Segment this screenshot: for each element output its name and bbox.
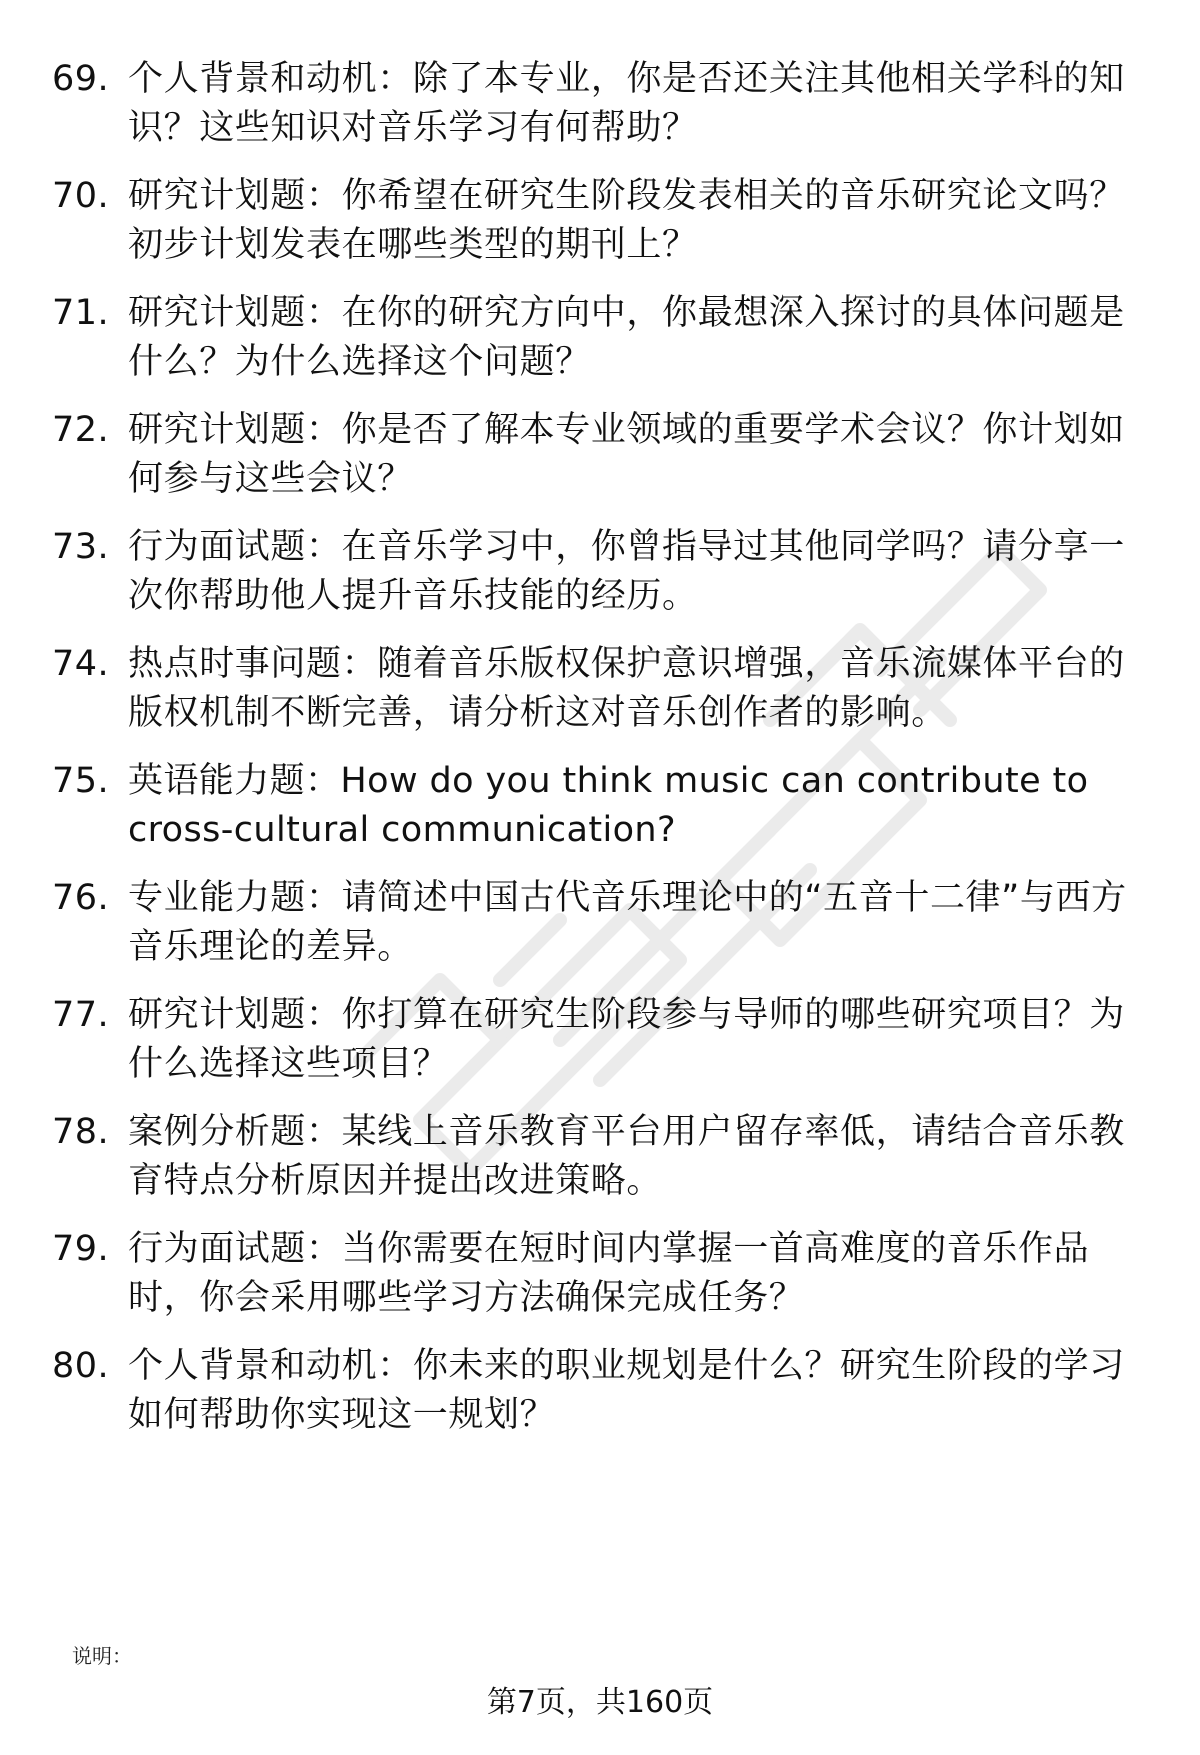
question-category: 个人背景和动机：	[128, 1346, 413, 1386]
question-category: 热点时事问题：	[128, 644, 378, 684]
question-text	[128, 172, 1152, 270]
question-item-75	[52, 757, 1152, 855]
question-number: 77.	[52, 995, 110, 1035]
question-item-70	[52, 172, 1152, 270]
question-item-77	[52, 991, 1152, 1089]
page-footer: 第7页，共160页	[486, 1685, 714, 1720]
question-body: 你希望在研究生阶段发表相关的音乐研究论文吗？初步计划发表在哪些类型的期刊上？	[128, 176, 1125, 265]
question-number: 73.	[52, 527, 110, 567]
question-body: How do you think music can contribute to cross-cultural communication?	[128, 761, 1089, 850]
question-body: 除了本专业，你是否还关注其他相关学科的知识？这些知识对音乐学习有何帮助？	[128, 59, 1125, 148]
question-text	[128, 640, 1152, 738]
question-number: 70.	[52, 176, 110, 216]
question-text	[128, 406, 1152, 504]
question-category: 个人背景和动机：	[128, 59, 413, 99]
question-number: 74.	[52, 644, 110, 684]
question-body: 你未来的职业规划是什么？研究生阶段的学习如何帮助你实现这一规划？	[128, 1346, 1125, 1435]
question-item-72	[52, 406, 1152, 504]
question-body: 请简述中国古代音乐理论中的“五音十二律”与西方音乐理论的差异。	[128, 878, 1127, 967]
question-category: 研究计划题：	[128, 410, 342, 450]
question-number: 76.	[52, 878, 110, 918]
question-category: 研究计划题：	[128, 176, 342, 216]
question-text	[128, 55, 1152, 153]
question-category: 案例分析题：	[128, 1112, 342, 1152]
question-category: 英语能力题：	[128, 761, 341, 801]
question-text	[128, 757, 1152, 855]
question-category: 行为面试题：	[128, 1229, 342, 1269]
question-category: 专业能力题：	[128, 878, 342, 918]
question-category: 研究计划题：	[128, 995, 342, 1035]
question-number: 72.	[52, 410, 110, 450]
question-number: 79.	[52, 1229, 110, 1269]
question-item-76	[52, 874, 1152, 972]
question-body: 随着音乐版权保护意识增强，音乐流媒体平台的版权机制不断完善，请分析这对音乐创作者的影响。	[128, 644, 1125, 733]
question-body: 你是否了解本专业领域的重要学术会议？你计划如何参与这些会议？	[128, 410, 1125, 499]
question-number: 78.	[52, 1112, 110, 1152]
question-text	[128, 289, 1152, 387]
question-body: 在你的研究方向中，你最想深入探讨的具体问题是什么？为什么选择这个问题？	[128, 293, 1125, 382]
question-body: 你打算在研究生阶段参与导师的哪些研究项目？为什么选择这些项目？	[128, 995, 1125, 1084]
question-body: 当你需要在短时间内掌握一首高难度的音乐作品时，你会采用哪些学习方法确保完成任务？	[128, 1229, 1090, 1318]
question-number: 69.	[52, 59, 110, 99]
question-text	[128, 1108, 1152, 1206]
question-text	[128, 991, 1152, 1089]
question-text	[128, 523, 1152, 621]
question-item-79	[52, 1225, 1152, 1323]
question-item-74	[52, 640, 1152, 738]
question-number: 80.	[52, 1346, 110, 1386]
question-body: 某线上音乐教育平台用户留存率低，请结合音乐教育特点分析原因并提出改进策略。	[128, 1112, 1125, 1201]
question-body: 在音乐学习中，你曾指导过其他同学吗？请分享一次你帮助他人提升音乐技能的经历。	[128, 527, 1125, 616]
question-number: 75.	[52, 761, 110, 801]
question-item-80	[52, 1342, 1152, 1440]
question-item-71	[52, 289, 1152, 387]
question-text	[128, 1342, 1152, 1440]
note-label: 说明：	[72, 1644, 132, 1668]
question-category: 行为面试题：	[128, 527, 342, 567]
question-text	[128, 874, 1152, 972]
question-text	[128, 1225, 1152, 1323]
question-item-73	[52, 523, 1152, 621]
question-item-78	[52, 1108, 1152, 1206]
question-number: 71.	[52, 293, 110, 333]
question-category: 研究计划题：	[128, 293, 342, 333]
question-item-69	[52, 55, 1152, 153]
